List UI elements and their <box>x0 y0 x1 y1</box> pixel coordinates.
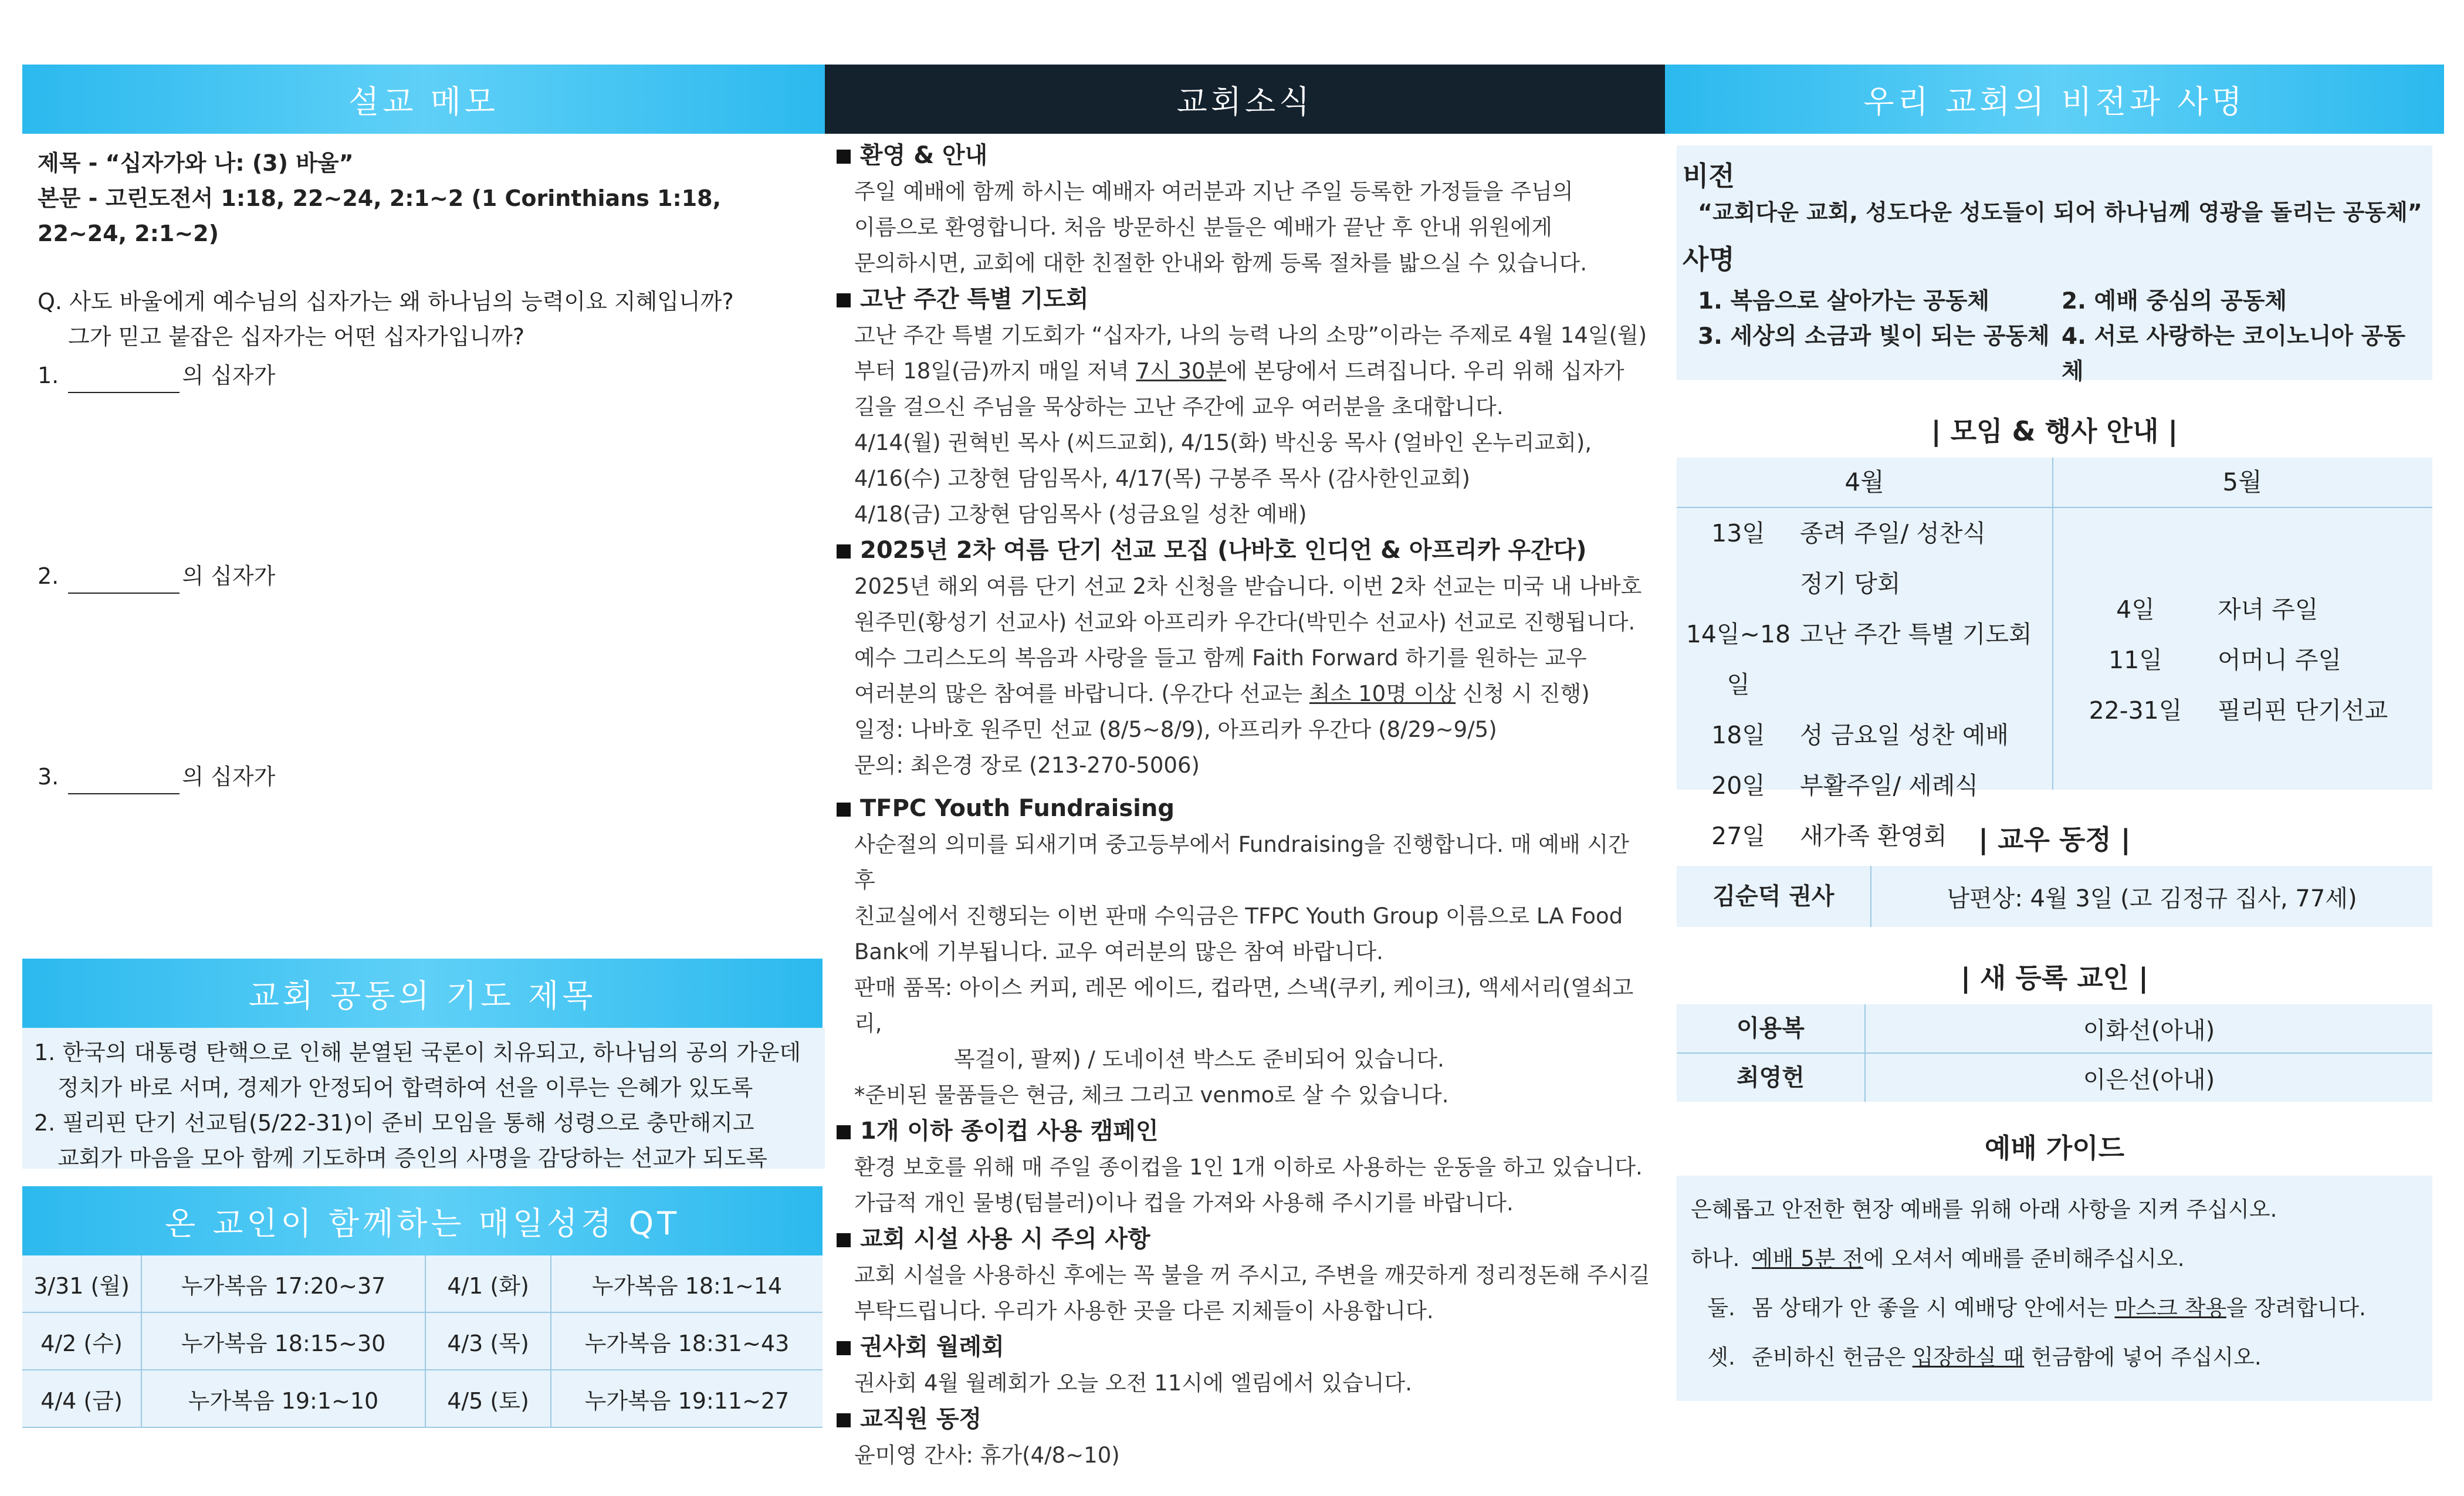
left-column <box>22 65 825 1428</box>
paper-cup-body: 환경 보호를 위해 매 주일 종이컵을 1인 1개 이하로 사용하는 운동을 하고 있습니다. 가급적 개인 물병(텀블러)이나 컵을 가져와 사용해 주시기를 바랍니다. <box>854 1155 1643 1216</box>
prayer-header <box>22 959 823 1028</box>
sermon-scripture: 본문 - 고린도전서 1:18, 22~24, 2:1~2 (1 Corinthians 1:18, 22~24, 2:1~2) <box>38 185 722 246</box>
bullet-square-icon <box>837 1413 851 1427</box>
qt-header <box>22 1186 823 1255</box>
member-news-text: 남편상: 4월 3일 (고 김정규 집사, 77세) <box>1947 885 2357 912</box>
qt-date: 4/5 (토) <box>425 1370 551 1427</box>
table-row <box>22 1370 823 1427</box>
vision-text: “교회다운 교회, 성도다운 성도들이 되어 하나님께 영광을 돌리는 공동체” <box>1698 199 2422 225</box>
prayer-item-2: 2. 필리핀 단기 선교팀(5/22-31)이 준비 모임을 통해 성령으로 충만해지고 <box>34 1110 754 1136</box>
mission-item: 2. 예배 중심의 공동체 <box>2062 288 2287 314</box>
qt-passage: 누가복음 18:31~43 <box>551 1312 823 1370</box>
guide-item-3: 셋. 준비하신 헌금은 입장하실 때 헌금함에 넣어 주십시오. <box>1707 1345 2262 1370</box>
section-welcome: 환영 & 안내 <box>837 137 1653 174</box>
events-title: | 모임 & 행사 안내 | <box>1931 415 2178 447</box>
worship-guide-title: 예배 가이드 <box>1984 1132 2125 1164</box>
mission-item: 3. 세상의 소금과 빛이 되는 공동체 <box>1698 323 2050 350</box>
section-facility: 교회 시설 사용 시 주의 사항 <box>837 1221 1653 1257</box>
member-news-row <box>1677 866 2432 927</box>
member-name: 최영헌 <box>1677 1054 1866 1102</box>
list-item: 18일 성 금요일 성찬 예배 <box>1711 721 2009 749</box>
church-news-title: 교회소식 <box>1176 83 1314 120</box>
worship-guide-box <box>1677 1176 2432 1401</box>
section-paper-cup: 1개 이하 종이컵 사용 캠페인 <box>837 1113 1653 1149</box>
qt-passage: 누가복음 19:11~27 <box>551 1370 823 1427</box>
may-header: 5월 <box>2052 458 2432 508</box>
mission-item: 1. 복음으로 살아가는 공동체 <box>1698 288 1990 314</box>
prayer-header-title: 교회 공동의 기도 제목 <box>248 977 597 1014</box>
mission-label: 사명 <box>1683 243 1735 275</box>
list-item: 13일 종려 주일/ 성찬식 <box>1711 519 1986 547</box>
mission-list <box>1683 284 2426 390</box>
deaconess-meeting-body: 권사회 4월 월례회가 오늘 오전 11시에 엘림에서 있습니다. <box>854 1370 1413 1396</box>
bullet-square-icon <box>837 1125 851 1139</box>
member-news-title: | 교우 동정 | <box>1978 824 2131 855</box>
passion-week-body: 고난 주간 특별 기도회가 “십자가, 나의 능력 나의 소망”이라는 주제로 4월 14일(월) 부터 18일(금)까지 매일 저녁 7시 30분에 본당에서 드려집니다. 우리 위해 십자가 길을 걸으신 주님을 묵상하는 고난 주간에 교우 여러분을 초대합니다. 4/14(월) 권혁빈 목사 (씨드교회), 4/15(화) 박신웅 목사 (얼바인 온누리교회), 4/16(수) 고창현 담임목사, 4/17(목) 구봉주 목사 (감사한인교회) 4/18(금) 고창현 담임목사 (성금요일 성찬 예배) <box>854 323 1647 527</box>
mission-trip-body: 2025년 해외 여름 단기 선교 2차 신청을 받습니다. 이번 2차 선교는 미국 내 나바호 원주민(황성기 선교사) 선교와 아프리카 우간다(박민수 선교사) 선교로 진행됩니다. 예수 그리스도의 복음과 사랑을 들고 함께 Faith Forward 하기를 원하는 교우 여러분의 많은 참여를 바랍니다. (우간다 선교는 최소 10명 이상 신청 시 진행) 일정: 나바호 원주민 선교 (8/5~8/9), 아프리카 우간다 (8/29~9/5) 문의: 최은경 장로 (213-270-5006) <box>854 574 1642 778</box>
list-item: 14일~18일 고난 주간 특별 기도회 <box>1685 620 2032 699</box>
qt-table <box>22 1255 823 1428</box>
vision-header <box>1665 65 2444 134</box>
blank-1: 1. 의 십자가 <box>38 358 810 559</box>
table-row <box>1677 1054 2432 1102</box>
facility-body: 교회 시설을 사용하신 후에는 꼭 불을 꺼 주시고, 주변을 깨끗하게 정리정돈해 주시길 부탁드립니다. 우리가 사용한 곳을 다른 지체들이 사용합니다. <box>854 1263 1650 1324</box>
bullet-square-icon <box>837 803 851 817</box>
list-item: 27일 새가족 환영회 <box>1711 822 1947 850</box>
qt-date: 3/31 (월) <box>22 1255 141 1312</box>
qt-passage: 누가복음 17:20~37 <box>141 1255 425 1312</box>
qt-passage: 누가복음 18:15~30 <box>141 1312 425 1370</box>
sermon-memo-title: 설교 메모 <box>348 83 499 120</box>
list-item: 20일 부활주일/ 세례식 <box>1711 771 1979 800</box>
member-news-name: 김순덕 권사 <box>1677 866 1871 927</box>
fill-in-blank <box>68 368 180 393</box>
qt-header-title: 온 교인이 함께하는 매일성경 QT <box>164 1204 681 1242</box>
blank-2: 2. 의 십자가 <box>38 559 810 759</box>
sermon-question: Q. 사도 바울에게 예수님의 십자가는 왜 하나님의 능력이요 지혜입니까? <box>38 289 734 314</box>
section-staff-news: 교직원 동정 <box>837 1401 1653 1437</box>
table-row <box>1677 1004 2432 1054</box>
bullet-square-icon <box>837 1233 851 1247</box>
list-item: 정기 당회 <box>1800 570 1901 598</box>
right-column <box>1665 65 2444 1401</box>
guide-item-2: 둘. 몸 상태가 안 좋을 시 예배당 안에서는 마스크 착용을 장려합니다. <box>1707 1295 2366 1321</box>
bullet-square-icon <box>837 544 851 559</box>
sermon-memo-header <box>22 65 825 134</box>
guide-intro: 은혜롭고 안전한 현장 예배를 위해 아래 사항을 지켜 주십시오. <box>1691 1197 2277 1222</box>
middle-column <box>825 65 1665 1473</box>
member-spouse: 이은선(아내) <box>2083 1066 2215 1094</box>
bullet-square-icon <box>837 293 851 307</box>
qt-date: 4/1 (화) <box>425 1255 551 1312</box>
staff-news-body: 윤미영 간사: 휴가(4/8~10) <box>854 1443 1120 1468</box>
qt-date: 4/2 (수) <box>22 1312 141 1370</box>
prayer-item-1: 1. 한국의 대통령 탄핵으로 인해 분열된 국론이 치유되고, 하나님의 공의 가운데 <box>34 1040 801 1065</box>
qt-date: 4/3 (목) <box>425 1312 551 1370</box>
may-events <box>2053 584 2432 736</box>
vision-header-title: 우리 교회의 비전과 사명 <box>1863 83 2246 120</box>
april-events <box>1677 508 2052 861</box>
qt-date: 4/4 (금) <box>22 1370 141 1427</box>
church-news-header <box>825 65 1665 134</box>
prayer-item-1-cont: 정치가 바로 서며, 경제가 안정되어 합력하여 선을 이루는 은혜가 있도록 <box>57 1075 753 1101</box>
member-spouse: 이화선(아내) <box>2083 1017 2215 1044</box>
section-mission-trip: 2025년 2차 여름 단기 선교 모집 (나바호 인디언 & 아프리카 우간다) <box>837 532 1653 568</box>
fill-in-blank <box>68 569 180 594</box>
list-item: 22-31일 필리핀 단기선교 <box>2089 696 2388 725</box>
member-name: 이용복 <box>1677 1004 1866 1052</box>
section-deaconess-meeting: 권사회 월례회 <box>837 1329 1653 1365</box>
bullet-square-icon <box>837 1341 851 1355</box>
mission-item: 4. 서로 사랑하는 코이노니아 공동체 <box>2062 323 2406 385</box>
youth-fundraising-body: 사순절의 의미를 되새기며 중고등부에서 Fundraising을 진행합니다. 매 예배 시간 후 친교실에서 진행되는 이번 판매 수익금은 TFPC Youth Group 이름으로 LA Food Bank에 기부됩니다. 교우 여러분의 많은 참여 바랍니다. 판매 품목: 아이스 커피, 레몬 에이드, 컵라면, 스낵(쿠키, 케이크), 액세서리(열쇠고리, 목걸이, 팔찌) / 도네이션 박스도 준비되어 있습니다. *준비된 물품들은 현금, 체크 그리고 venmo로 살 수 있습니다. <box>854 832 1634 1108</box>
vision-label: 비전 <box>1683 160 1735 192</box>
qt-passage: 누가복음 18:1~14 <box>551 1255 823 1312</box>
sermon-title: 제목 - “십자가와 나: (3) 바울” <box>38 150 354 176</box>
list-item: 11일 어머니 주일 <box>2108 646 2342 674</box>
new-members-title: | 새 등록 교인 | <box>1961 962 2148 994</box>
prayer-item-2-cont: 교회가 마음을 모아 함께 기도하며 증인의 사명을 감당하는 선교가 되도록 <box>57 1145 767 1171</box>
fill-in-blank <box>68 770 180 794</box>
guide-item-1: 하나. 예배 5분 전에 오셔서 예배를 준비해주십시오. <box>1691 1246 2185 1271</box>
sermon-question-continued: 그가 믿고 붙잡은 십자가는 어떤 십자가입니까? <box>68 324 525 350</box>
qt-passage: 누가복음 19:1~10 <box>141 1370 425 1427</box>
welcome-body: 주일 예배에 함께 하시는 예배자 여러분과 지난 주일 등록한 가정들을 주님의 이름으로 환영합니다. 처음 방문하신 분들은 예배가 끝난 후 안내 위원에게 문의하시면, 교회에 대한 친절한 안내와 함께 등록 절차를 밟으실 수 있습니다. <box>854 179 1588 276</box>
section-passion-week: 고난 주간 특별 기도회 <box>837 281 1653 317</box>
table-row <box>22 1312 823 1370</box>
table-row <box>22 1255 823 1312</box>
blank-3: 3. 의 십자가 <box>38 759 810 959</box>
vision-box <box>1677 145 2432 385</box>
bullet-square-icon <box>837 150 851 164</box>
april-header: 4월 <box>1677 458 2052 508</box>
prayer-list <box>22 1028 825 1169</box>
list-item: 4일 자녀 주일 <box>2116 595 2319 624</box>
new-members-table <box>1677 1004 2432 1102</box>
section-youth-fundraising: TFPC Youth Fundraising <box>837 790 1653 827</box>
